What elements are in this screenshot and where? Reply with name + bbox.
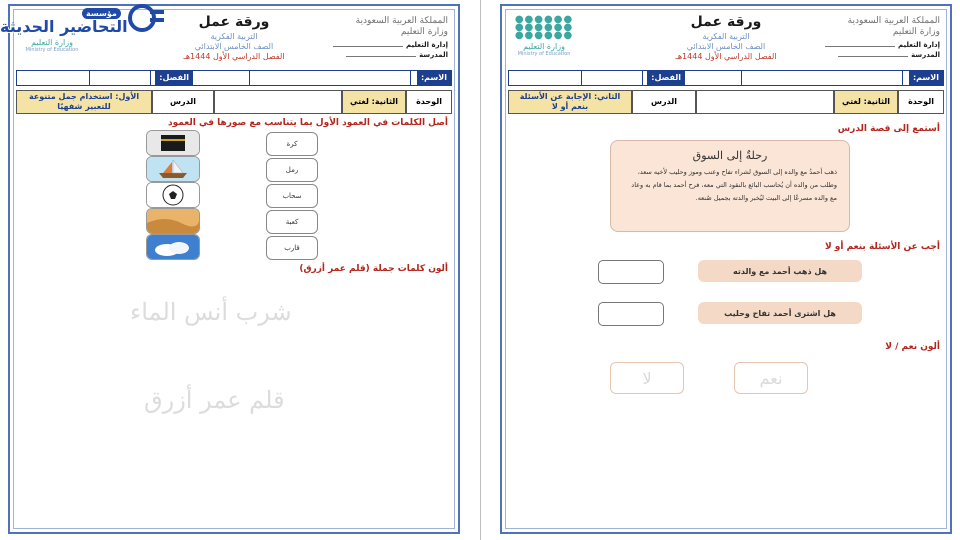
brand-name: التحاضير الحديثة [0, 17, 128, 36]
moe-logo [514, 16, 574, 57]
kaaba-picture[interactable] [146, 130, 200, 156]
unit-label: الوحدة [406, 90, 452, 114]
sentence-outline-2[interactable]: قلم عمر أزرق [144, 386, 285, 414]
name-class-row [16, 70, 452, 86]
unit-value: الثانية: لغتي [342, 90, 406, 114]
unit-value: الثانية: لغتي [834, 90, 898, 114]
name-class-row [508, 70, 944, 86]
unit-blank [696, 90, 834, 114]
sentence-outline-1[interactable]: شرب أنس الماء [130, 298, 292, 326]
word-box-4[interactable]: كعبة [266, 210, 318, 234]
unit-blank [214, 90, 342, 114]
word-box-5[interactable]: قارب [266, 236, 318, 260]
moe-dots-icon: ●●●●●● ●●●●●● ●●●●●● [514, 14, 574, 41]
lesson-label: الدرس [152, 90, 214, 114]
school-label: المدرسة [419, 51, 448, 59]
instruction-answer: أجب عن الأسئلة بنعم أو لا [824, 242, 940, 252]
story-card [610, 140, 850, 232]
unit-label: الوحدة [898, 90, 944, 114]
instruction-listen: أستمع إلى قصة الدرس [837, 124, 940, 134]
story-text: ذهب أحمدُ مع والده إلى السوق لشراء تفاح وعنب وموز وحليب لأخيه سعد، وطلب من والده أن يُحاسب البائع بالنقود التي معه، فرح أحمد بما قام به وعاد مع والده مسرعًا إلى البيت ليُخبر والدته بجميل صُنعه. [631, 168, 837, 202]
class-label: الفصل: [647, 71, 685, 85]
name-label: الاسم: [909, 71, 943, 85]
moe-english: Ministry of Education [517, 51, 571, 57]
kingdom-line-1: المملكة العربية السعودية [847, 16, 940, 26]
term-line: الفصل الدراسي الأول 1444هـ [675, 52, 777, 61]
name-input[interactable] [249, 71, 411, 85]
question-1: هل ذهب أحمد مع والدته [698, 260, 862, 282]
word-box-1[interactable]: كرة [266, 132, 318, 156]
lesson-value: الأول: استخدام جمل متنوعة للتعبير شفهيًا [16, 90, 152, 114]
worksheet-title: ورقة عمل [690, 14, 762, 30]
instruction-match: أصل الكلمات في العمود الأول بما يتناسب مع صورها في العمود [168, 118, 448, 128]
instruction-color-yes-no: ألون نعم / لا [885, 342, 940, 352]
class-input[interactable] [89, 71, 151, 85]
answer-box-2[interactable] [598, 302, 664, 326]
question-2: هل اشترى أحمد تفاح وحليب [698, 302, 862, 324]
answer-box-1[interactable] [598, 260, 664, 284]
worksheet-title: ورقة عمل [198, 14, 270, 30]
choice-no[interactable]: لا [610, 362, 684, 394]
worksheet-page-right [500, 4, 952, 534]
moe-arabic: وزارة التعليم [523, 42, 565, 51]
worksheet-page-left [8, 4, 460, 534]
instruction-color: ألون كلمات جملة (قلم عمر أزرق) [299, 264, 448, 274]
word-box-2[interactable]: رمل [266, 158, 318, 182]
admin-label: إدارة التعليم [405, 41, 448, 49]
moe-arabic: وزارة التعليم [31, 38, 73, 47]
kingdom-line-2: وزارة التعليم [892, 27, 940, 37]
choice-yes[interactable]: نعم [734, 362, 808, 394]
admin-label: إدارة التعليم [897, 41, 940, 49]
lesson-value: الثاني: الإجابة عن الأسئلة بنعم أو لا [508, 90, 632, 114]
moe-english: Ministry of Education [25, 47, 79, 53]
word-box-3[interactable]: سحاب [266, 184, 318, 208]
sand-picture[interactable] [146, 208, 200, 234]
brand-watermark [0, 2, 190, 42]
subject-line: التربية الفكرية [702, 32, 750, 41]
page-gap [480, 0, 481, 540]
class-label: الفصل: [155, 71, 193, 85]
grade-line: الصف الخامس الابتدائي [686, 42, 766, 51]
grade-line: الصف الخامس الابتدائي [194, 42, 274, 51]
name-input[interactable] [741, 71, 903, 85]
brand-top-label: مؤسسة [82, 8, 121, 19]
boat-picture[interactable] [146, 156, 200, 182]
school-label: المدرسة [911, 51, 940, 59]
subject-line: التربية الفكرية [210, 32, 258, 41]
lesson-label: الدرس [632, 90, 696, 114]
clouds-picture[interactable] [146, 234, 200, 260]
kingdom-line-2: وزارة التعليم [400, 27, 448, 37]
unit-lesson-row [508, 90, 944, 114]
unit-lesson-row [16, 90, 452, 114]
story-title: رحلةٌ إلى السوق [692, 149, 768, 162]
term-line: الفصل الدراسي الأول 1444هـ [183, 52, 285, 61]
brand-logo-icon [126, 2, 166, 36]
class-input[interactable] [581, 71, 643, 85]
name-label: الاسم: [417, 71, 451, 85]
ball-picture[interactable] [146, 182, 200, 208]
kingdom-line-1: المملكة العربية السعودية [355, 16, 448, 26]
